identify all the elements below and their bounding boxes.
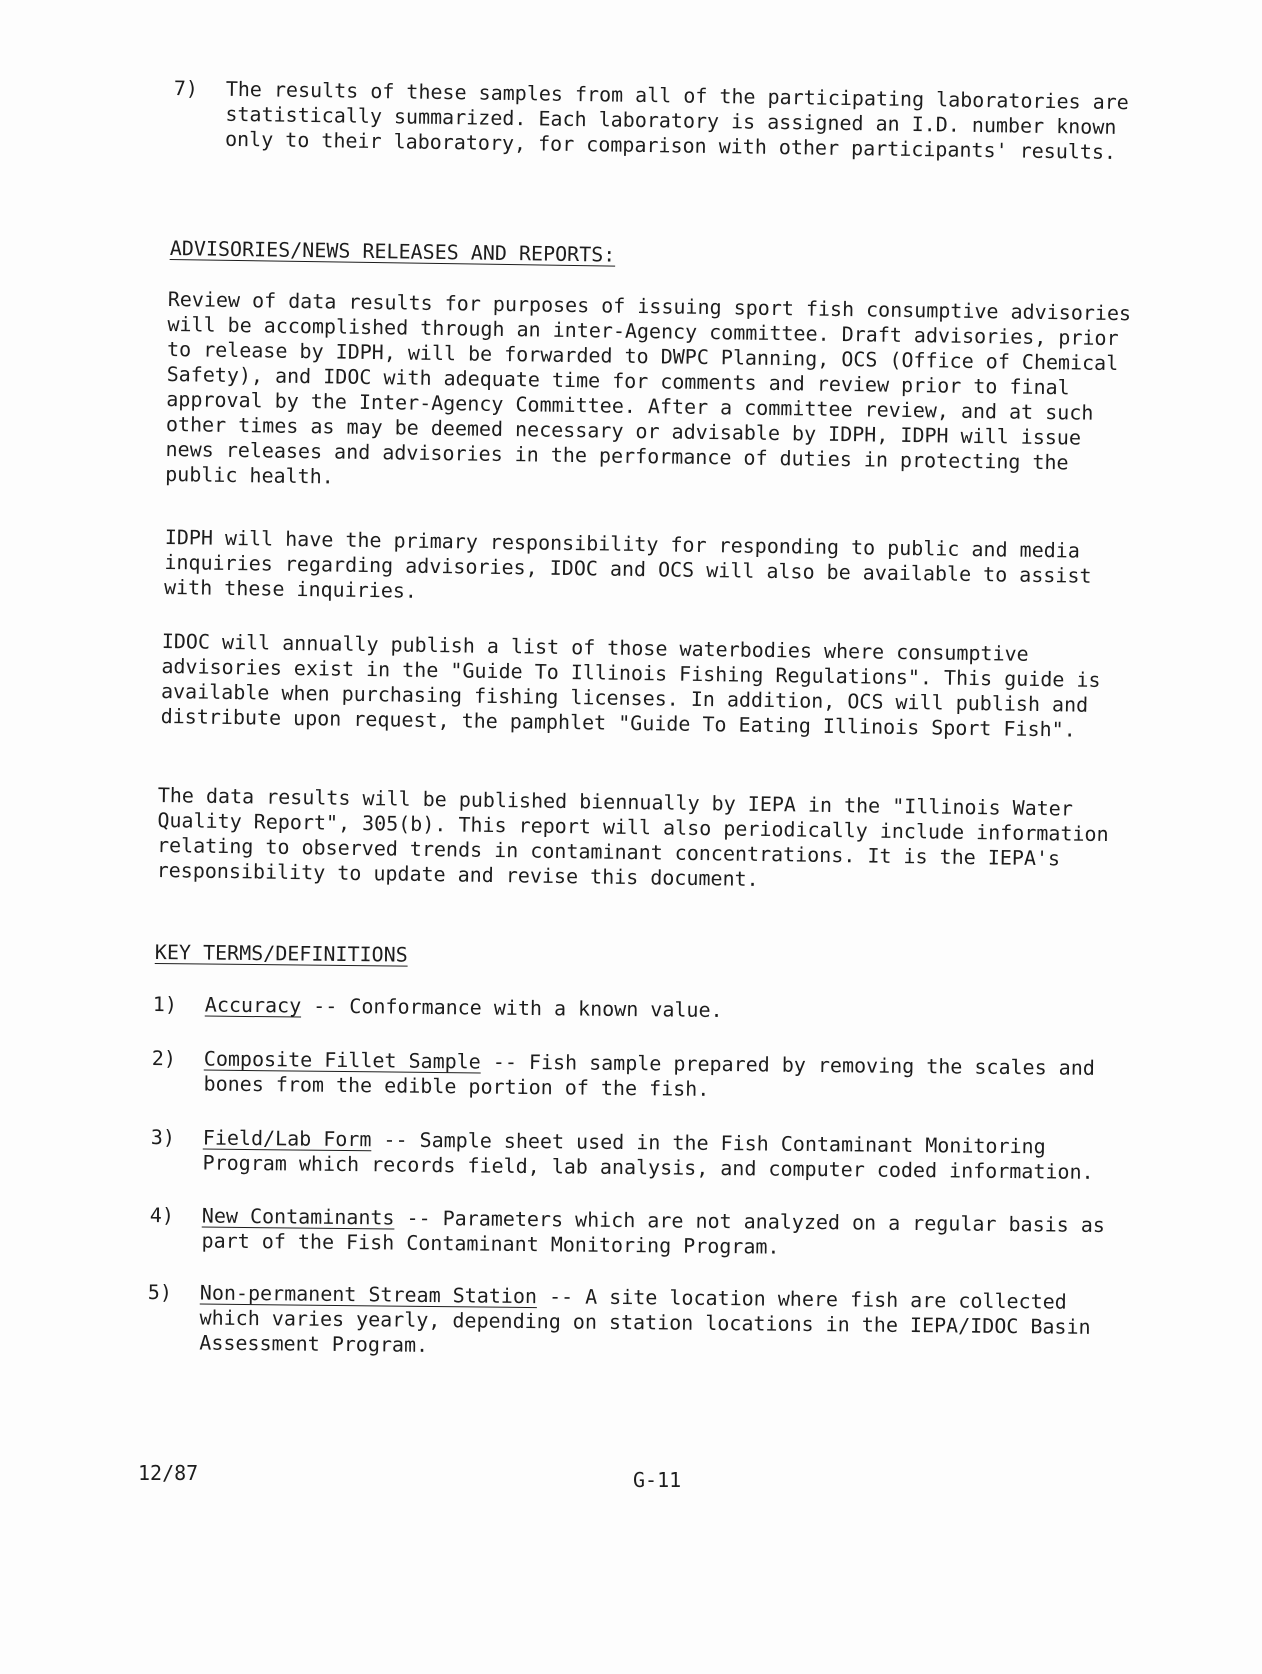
term: Non-permanent Stream Station bbox=[199, 1280, 538, 1309]
footer-date: 12/87 bbox=[138, 1461, 199, 1485]
definition: -- Conformance with a known value. bbox=[301, 993, 723, 1022]
item-text: The results of these samples from all of the participating laboratories are statistically summarized. Each laboratory is assigned an I.D. number known only to their laboratory, for comparison with other participants' results. bbox=[224, 76, 1129, 164]
definition: -- Sample sheet used in the Fish Contaminant Monitoring Program which records field, lab analysis, and computer coded information. bbox=[202, 1127, 1094, 1184]
term: New Contaminants bbox=[201, 1203, 395, 1230]
term: Composite Fillet Sample bbox=[203, 1046, 481, 1074]
paragraph: IDOC will annually publish a list of those waterbodies where consumptive advisories exist in the "Guide To Illinois Fishing Regulations". This guide is available when purchasing fishing licenses. In addition, OCS will publish and distribute upon request, the pamphlet "Guide To Eating Illinois Sport Fish". bbox=[160, 629, 1101, 742]
definition: -- A site location where fish are collected which varies yearly, depending on station locations in the IEPA/IDOC Basin Assessment Program. bbox=[199, 1284, 1091, 1357]
list-item bbox=[151, 1046, 1126, 1106]
term: Field/Lab Form bbox=[202, 1125, 372, 1152]
item-number: 4) bbox=[149, 1203, 175, 1228]
item-number: 3) bbox=[150, 1125, 176, 1150]
paragraph: Review of data results for purposes of issuing sport fish consumptive advisories will be accomplished through an inter-Agency committee. Draft advisories, prior to release by IDPH, will be forwarded to DWPC Planning, OCS (Office of Chemical Safety), and IDOC with adequate time for comments and review prior to final approval by the Inter-Agency Committee. After a committee review, and at such other times as may be deemed necessary or advisable by IDPH, IDPH will issue news releases and advisories in the performance of duties in protecting the public health. bbox=[165, 287, 1132, 489]
list-item bbox=[149, 1203, 1124, 1263]
list-item bbox=[153, 992, 1128, 1027]
section-heading-advisories: ADVISORIES/NEWS RELEASES AND REPORTS: bbox=[169, 236, 616, 267]
term: Accuracy bbox=[204, 992, 302, 1018]
paragraph: The data results will be published biennually by IEPA in the "Illinois Water Quality Report", 305(b). This report will also periodically include information relating to observed trends in contaminant concentrations. It is the IEPA's responsibility to update and revise this document. bbox=[156, 783, 1109, 891]
definition: -- Parameters which are not analyzed on a regular basis as part of the Fish Contaminant Monitoring Program. bbox=[201, 1205, 1106, 1259]
paragraph: IDPH will have the primary responsibility for responding to public and media inquiries regarding advisories, IDOC and OCS will also be available to assist with these inquiries. bbox=[163, 525, 1092, 603]
item-number: 7) bbox=[173, 76, 199, 101]
item-number: 2) bbox=[151, 1046, 177, 1071]
definition: -- Fish sample prepared by removing the scales and bones from the edible portion of the fish. bbox=[203, 1049, 1095, 1101]
list-item-7 bbox=[173, 76, 1134, 165]
section-heading-key-terms: KEY TERMS/DEFINITIONS bbox=[154, 940, 408, 967]
page-number: G-11 bbox=[633, 1468, 682, 1492]
item-number: 1) bbox=[152, 992, 178, 1017]
item-number: 5) bbox=[147, 1280, 173, 1305]
list-item bbox=[147, 1280, 1123, 1365]
list-item bbox=[150, 1125, 1125, 1185]
